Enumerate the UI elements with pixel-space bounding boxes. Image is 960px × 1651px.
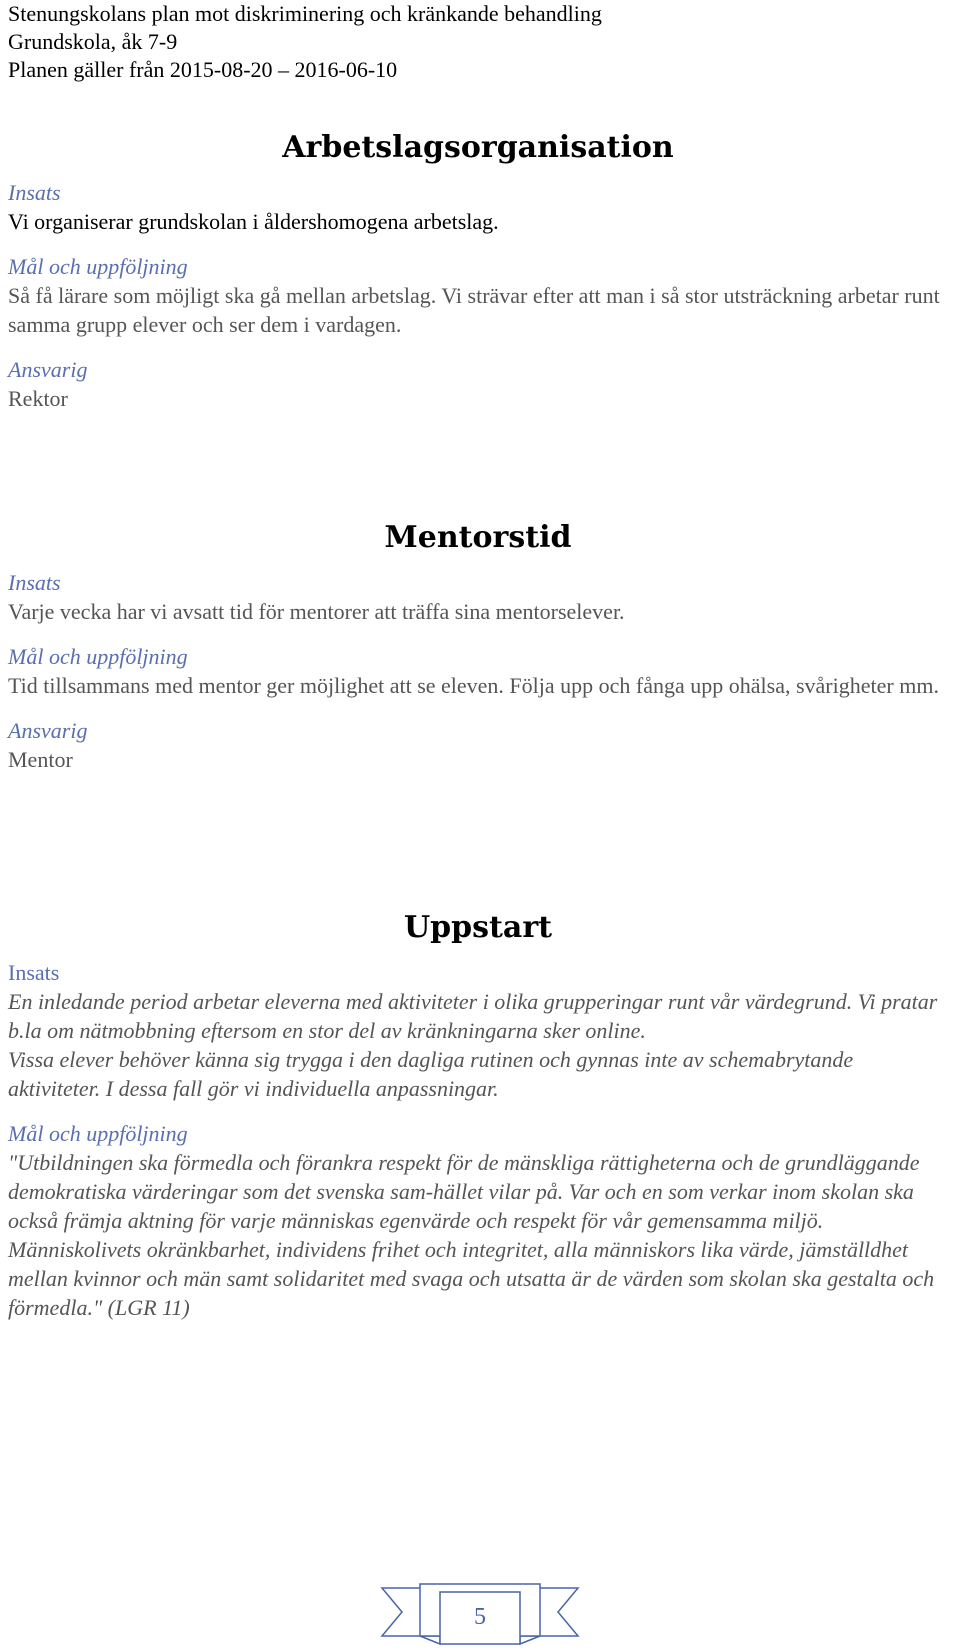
mal-label: Mål och uppföljning — [8, 254, 188, 279]
page-number: 5 — [474, 1604, 486, 1630]
section-arbetslagsorganisation — [8, 128, 948, 421]
insats-label: Insats — [8, 180, 61, 205]
section-title: Arbetslagsorganisation — [282, 130, 674, 165]
header-line-grade: Grundskola, åk 7-9 — [8, 29, 178, 54]
ansvarig-text: Rektor — [8, 386, 68, 411]
mal-label: Mål och uppföljning — [8, 1121, 188, 1146]
section-title: Mentorstid — [384, 520, 572, 555]
ansvarig-label: Ansvarig — [8, 357, 88, 382]
document-header — [8, 0, 602, 84]
section-uppstart — [8, 908, 948, 1330]
section-title: Uppstart — [404, 910, 552, 945]
insats-text: Vi organiserar grundskolan i åldershomogena arbetslag. — [8, 209, 499, 234]
header-line-validity: Planen gäller från 2015-08-20 – 2016-06-10 — [8, 57, 398, 82]
section-mentorstid — [8, 518, 948, 782]
header-line-title: Stenungskolans plan mot diskriminering och kränkande behandling — [8, 1, 602, 26]
ansvarig-label: Ansvarig — [8, 718, 88, 743]
insats-text-2: Vissa elever behöver känna sig trygga i den dagliga rutinen och gynnas inte av schemabrytande aktiviteter. I dessa fall gör vi individuella anpassningar. — [8, 1047, 854, 1101]
ansvarig-text: Mentor — [8, 747, 73, 772]
mal-label: Mål och uppföljning — [8, 644, 188, 669]
mal-text-2: Människolivets okränkbarhet, individens frihet och integritet, alla människors lika värde, jämställdhet mellan kvinnor och män samt solidaritet med svaga och utsatta är de värden som skolan ska gestalta och förmedla." (LGR 11) — [8, 1237, 935, 1320]
insats-label: Insats — [8, 570, 61, 595]
page-footer — [380, 1582, 580, 1646]
mal-text: Tid tillsammans med mentor ger möjlighet att se eleven. Följa upp och fånga upp ohälsa, svårigheter mm. — [8, 673, 939, 698]
mal-text-1: "Utbildningen ska förmedla och förankra respekt för de mänskliga rättigheterna och de grundläggande demokratiska värderingar som det svenska sam-hället vilar på. Var och en som verkar inom skolan ska också främja aktning för varje människas egenvärde och respekt för vår gemensamma miljö. — [8, 1150, 920, 1233]
insats-text: Varje vecka har vi avsatt tid för mentorer att träffa sina mentorselever. — [8, 599, 625, 624]
insats-text-1: En inledande period arbetar eleverna med aktiviteter i olika grupperingar runt vår värdegrund. Vi pratar b.la om nätmobbning eftersom en stor del av kränkningarna sker online. — [8, 989, 938, 1043]
insats-label: Insats — [8, 960, 60, 985]
mal-text: Så få lärare som möjligt ska gå mellan arbetslag. Vi strävar efter att man i så stor utsträckning arbetar runt samma grupp elever och ser dem i vardagen. — [8, 283, 940, 337]
